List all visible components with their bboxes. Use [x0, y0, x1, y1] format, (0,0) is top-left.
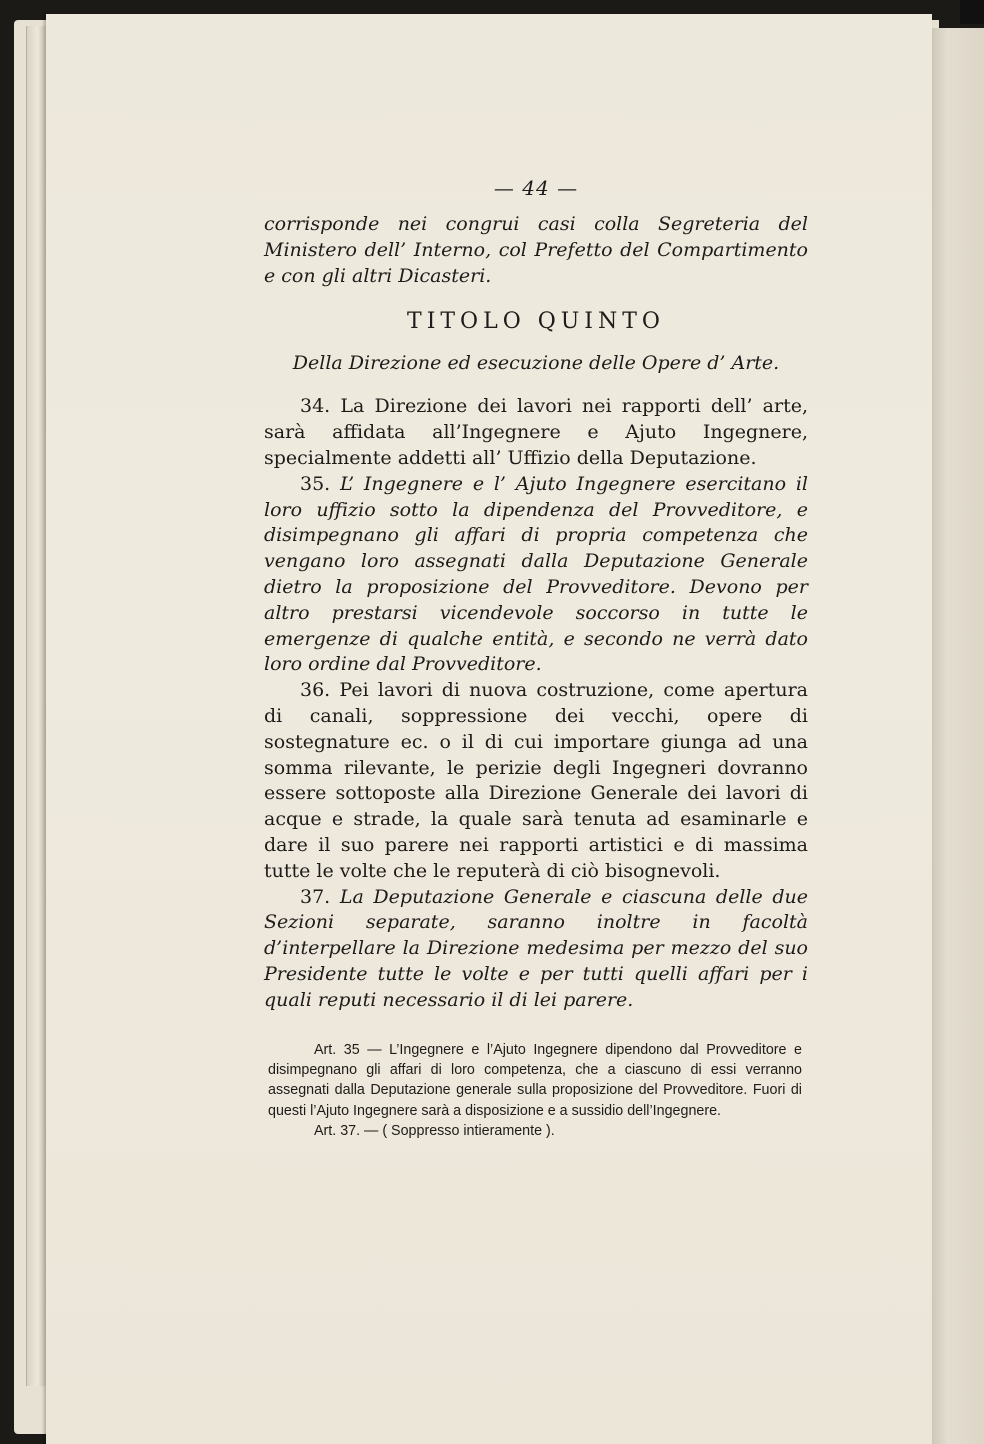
article-number: 36. — [300, 679, 331, 702]
article-number: 37. — [300, 885, 331, 908]
page-body — [264, 176, 808, 1014]
article-35 — [264, 472, 808, 678]
page-number: — 44 — — [493, 176, 579, 200]
article-text: La Deputazione Generale e ciascuna delle due Sezioni separate, saranno inoltre in facoltà d’interpellare la Direzione medesima per mezzo del suo Presidente tutte le volte e per tutti quelli affari per i quali reputi necessario il di lei parere. — [264, 885, 809, 1011]
article-text: La Direzione dei lavori nei rapporti dell’ arte, sarà affidata all’Ingegnere e Ajuto Ingegnere, specialmente addetti all’ Uffizio della Deputazione. — [264, 395, 809, 469]
article-37 — [264, 885, 808, 1014]
article-number: 35. — [300, 472, 331, 495]
article-number: 34. — [300, 395, 331, 418]
article-34 — [264, 394, 808, 471]
intro-paragraph: corrisponde nei congrui casi colla Segreteria del Ministero dell’ Interno, col Prefetto del Compartimento e con gli altri Dicasteri. — [264, 213, 808, 287]
article-text: L’ Ingegnere e l’ Ajuto Ingegnere esercitano il loro uffizio sotto la dipendenza del Provveditore, e disimpegnano gli affari di propria competenza che vengano loro assegnati dalla Deputazione Generale dietro la proposizione del Provveditore. Devono per altro prestarsi vicendevole soccorso in tutte le emergenze di qualche entità, e secondo ne verrà dato loro ordine dal Provveditore. — [264, 472, 808, 676]
section-title: TITOLO QUINTO — [407, 309, 665, 335]
section-subtitle: Della Direzione ed esecuzione delle Opere d’ Arte. — [292, 352, 780, 375]
footnotes — [268, 1040, 802, 1141]
article-text: Pei lavori di nuova costruzione, come apertura di canali, soppressione dei vecchi, opere di sostegnature ec. o il di cui importare giunga ad una somma rilevante, le perizie degli Ingegneri dovranno essere sottoposte alla Direzione Generale dei lavori di acque e strade, la quale sarà tenuta ad esaminarle e dare il suo parere nei rapporti artistici e di massima tutte le volte che le reputerà di ciò bisognevoli. — [264, 679, 808, 882]
article-36 — [264, 678, 808, 884]
footnote-art-35: Art. 35 — L’Ingegnere e l’Ajuto Ingegnere dipendono dal Provveditore e disimpegnano gli affari di loro competenza, che a ciascuno di essi verranno assegnati dalla Deputazione generale sulla proposizione del Provveditore. Fuori di questi l’Ajuto Ingegnere sarà a disposizione e a sussidio dell’Ingegnere. — [268, 1042, 802, 1119]
scan-corner — [960, 0, 984, 24]
footnote-art-37: Art. 37. — ( Soppresso intieramente ). — [314, 1122, 555, 1139]
facing-page-edge — [932, 28, 984, 1444]
